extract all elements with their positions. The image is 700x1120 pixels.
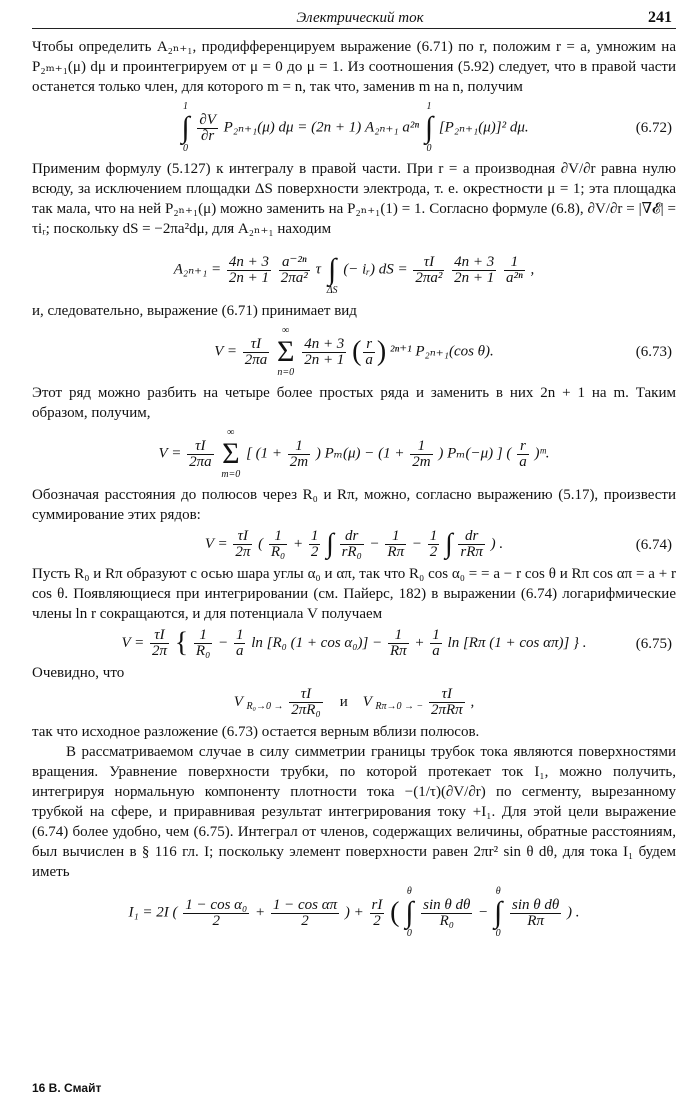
equation-6-75: V = $\frac{\tau I}{2\pi}$ { $\frac{1}{\text{R₀}}$ − $\frac{1}{a}$ ln [R₀ (1 + cos α₀)] − $\frac{1}{R\pi}$ + $\frac{1}{a}$ ln [Rπ (1 + cos απ)] } . (6.75) xyxy=(121,627,672,659)
running-title: Электрический ток xyxy=(296,10,424,26)
equation-6-73: V = $\frac{\tau I}{2\pi a}$ ∞ Σ n=0 $\frac{4n + 3}{2n + 1}$ ( $\frac{r}{a}$ ) ²ⁿ⁺¹ P₂ₙ₊₁(cos θ). (6.73) xyxy=(214,325,672,378)
running-head xyxy=(32,6,676,29)
paragraph-4: Этот ряд можно разбить на четыре более простых ряда и заменить в них 2n + 1 на m. Таким образом, получим, xyxy=(32,385,676,421)
equation-series-m: V = $\frac{\tau I}{2\pi a}$ ∞ Σ m=0 [ (1 + $\frac{1}{2m}$ ) Pₘ(μ) − (1 + $\frac{1}{2m}$ ) Pₘ(−μ) ] ( $\frac{r}{a}$ )ᵐ. xyxy=(158,427,550,480)
paragraph-1: Чтобы определить A₂ₙ₊₁, продифференцируем выражение (6.71) по r, положим r = a, умножим на P₂ₘ₊₁(μ) dμ и проинтегрируем от μ = 0 до μ = 1. Из соотношения (5.92) следует, что в правой части останется только член, для которого m = n, так что, заменив m на n, получим xyxy=(32,39,676,95)
paragraph-9: В рассматриваемом случае в силу симметрии границы трубок тока являются поверхностями вращения. Уравнение поверхности трубки, по которой протекает ток I₁, можно получить, интегрируя нормальную компоненту плотности тока −(1/τ)(∂V/∂r) по сегменту, вырезанному трубкой на сфере, и приравнивая результат интегрирования току +I₁. Для этой цели выражение (6.74) более удобно, чем (6.75). Интеграл от членов, содержащих величины, обратные расстояниям, был вычислен в § 116 гл. I; поскольку элемент поверхности равен 2πr² sin θ dθ, для тока I₁ будем иметь xyxy=(32,744,676,880)
equation-label: (6.74) xyxy=(635,536,672,553)
paragraph-3: и, следовательно, выражение (6.71) принимает вид xyxy=(32,303,357,319)
equation-current-i1: I₁ = 2I ( $\frac{\text{1 − cos α₀}}{2}$ + $\frac{\text{1 − cos απ}}{2}$ ) + $\frac{rI}{2}$ ( θ ∫ 0 $\frac{\text{sin θ dθ}}{\text{R₀}}$ − θ ∫ 0 $\frac{\text{sin θ dθ}}{R\pi}$ ) . xyxy=(128,886,580,939)
paragraph-5: Обозначая расстояния до полюсов через R₀ и Rπ, можно, согласно выражению (5.17), произвести суммирование этих рядов: xyxy=(32,487,676,523)
page-number: 241 xyxy=(648,9,672,26)
paragraph-6: Пусть R₀ и Rπ образуют с осью шара углы α₀ и απ, так что R₀ cos α₀ = = a − r cos θ и Rπ cos απ = a + r cos θ. Появляющиеся при интегрировании (см. Пайерс, 182) в выражении (6.74) логарифмические члены ln r сокращаются, и для потенциала V получаем xyxy=(32,566,676,622)
equation-label: (6.72) xyxy=(635,120,672,136)
paragraph-7: Очевидно, что xyxy=(32,665,125,681)
equation-6-72: 1 ∫ 0 $\frac{\partial V}{\partial r}$ P₂ₙ₊₁(μ) dμ = (2n + 1) A₂ₙ₊₁ a²ⁿ 1 ∫ 0 [P₂ₙ₊₁(μ)]² dμ. (6.72) xyxy=(181,101,672,154)
signature-mark: 16 В. Смайт xyxy=(32,1081,102,1095)
paragraph-8: так что исходное разложение (6.73) остается верным вблизи полюсов. xyxy=(32,724,480,740)
equation-limits: V $_{R_0\to 0 \to}$ $\frac{\tau I}{\text{2πR₀}}$ и V $_{R\pi\to 0 \to -}$ $\frac{\tau I}{\text{2πRπ}}$ , xyxy=(233,686,475,718)
paragraph-2: Применим формулу (5.127) к интегралу в правой части. При r = a производная ∂V/∂r равна нулю всюду, за исключением площадки ΔS поверхности электрода, т. е. окрестности μ = 1; эта площадка так мала, что на ней P₂ₙ₊₁(μ) можно заменить на P₂ₙ₊₁(1) = 1. Согласно формуле (6.8), ∂V/∂r = |∇𝓔| = τiᵣ; поскольку dS = −2πa²dμ, для A₂ₙ₊₁ находим xyxy=(32,161,676,237)
equation-a2n1: A₂ₙ₊₁ = $\frac{4n + 3}{2n + 1}$ $\frac{\text{a⁻²ⁿ}}{\text{2πa²}}$ τ ∫ ΔS (− iᵣ) dS = $\frac{\tau I}{\text{2πa²}}$ $\frac{4n + 3}{2n + 1}$ $\frac{1}{\text{a²ⁿ}}$ , xyxy=(173,253,535,296)
equation-label: (6.73) xyxy=(635,344,672,360)
equation-label: (6.75) xyxy=(635,635,672,652)
equation-6-74: V = $\frac{\tau I}{2\pi}$ ( $\frac{1}{\text{R₀}}$ + $\frac{1}{2}$ ∫ $\frac{dr}{\text{rR₀}}$ − $\frac{1}{R\pi}$ − $\frac{1}{2}$ ∫ $\frac{dr}{\text{rRπ}}$ ) . (6.74) xyxy=(204,528,672,560)
